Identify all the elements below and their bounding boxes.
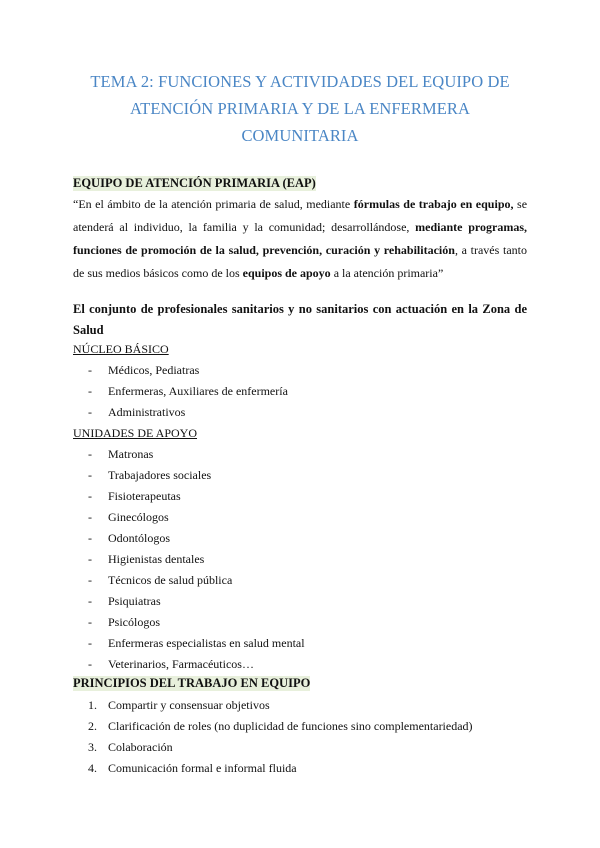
list-item: - Enfermeras, Auxiliares de enfermería (88, 384, 288, 398)
title-line-3: COMUNITARIA (241, 126, 359, 145)
conjunto-line-2: Salud (73, 323, 104, 337)
title-line-1: TEMA 2: FUNCIONES Y ACTIVIDADES DEL EQUIPO DE (90, 72, 510, 91)
eap-heading: EQUIPO DE ATENCIÓN PRIMARIA (EAP) (73, 176, 316, 190)
definition-line-4: de sus medios básicos como de los equipos de apoyo a la atención primaria” (73, 266, 444, 280)
definition-line-2: atenderá al individuo, la familia y la comunidad; desarrollándose, mediante programas, (73, 220, 527, 234)
unidades-list (88, 444, 305, 675)
list-item: - Odontólogos (88, 531, 171, 545)
list-item: - Enfermeras especialistas en salud mental (88, 636, 305, 650)
conjunto-statement (73, 299, 527, 341)
list-item: - Fisioterapeutas (88, 489, 181, 503)
eap-definition (73, 193, 527, 285)
nucleo-heading: NÚCLEO BÁSICO (73, 342, 169, 356)
nucleo-list (88, 360, 288, 423)
list-item: - Higienistas dentales (88, 552, 205, 566)
list-item: - Técnicos de salud pública (88, 573, 233, 587)
list-item: - Psicólogos (88, 615, 161, 629)
list-item: - Veterinarios, Farmacéuticos… (88, 657, 254, 671)
list-item: - Médicos, Pediatras (88, 363, 200, 377)
title-line-2: ATENCIÓN PRIMARIA Y DE LA ENFERMERA (129, 99, 471, 118)
principios-list (88, 695, 473, 779)
definition-line-1: “En el ámbito de la atención primaria de salud, mediante fórmulas de trabajo en equipo, se (73, 197, 528, 211)
conjunto-line-1: El conjunto de profesionales sanitarios y no sanitarios con actuación en la Zona de (73, 302, 527, 316)
list-item: 4. Comunicación formal e informal fluida (88, 761, 297, 775)
list-item: - Administrativos (88, 405, 186, 419)
list-item: 2. Clarificación de roles (no duplicidad de funciones sino complementariedad) (88, 719, 473, 733)
unidades-heading: UNIDADES DE APOYO (73, 426, 198, 440)
list-item: - Psiquiatras (88, 594, 161, 608)
principios-heading: PRINCIPIOS DEL TRABAJO EN EQUIPO (73, 676, 311, 690)
list-item: - Trabajadores sociales (88, 468, 212, 482)
page-title (60, 68, 540, 149)
list-item: - Ginecólogos (88, 510, 169, 524)
list-item: - Matronas (88, 447, 154, 461)
list-item: 3. Colaboración (88, 740, 173, 754)
list-item: 1. Compartir y consensuar objetivos (88, 698, 270, 712)
definition-line-3: funciones de promoción de la salud, prevención, curación y rehabilitación, a través tanto (73, 243, 527, 257)
